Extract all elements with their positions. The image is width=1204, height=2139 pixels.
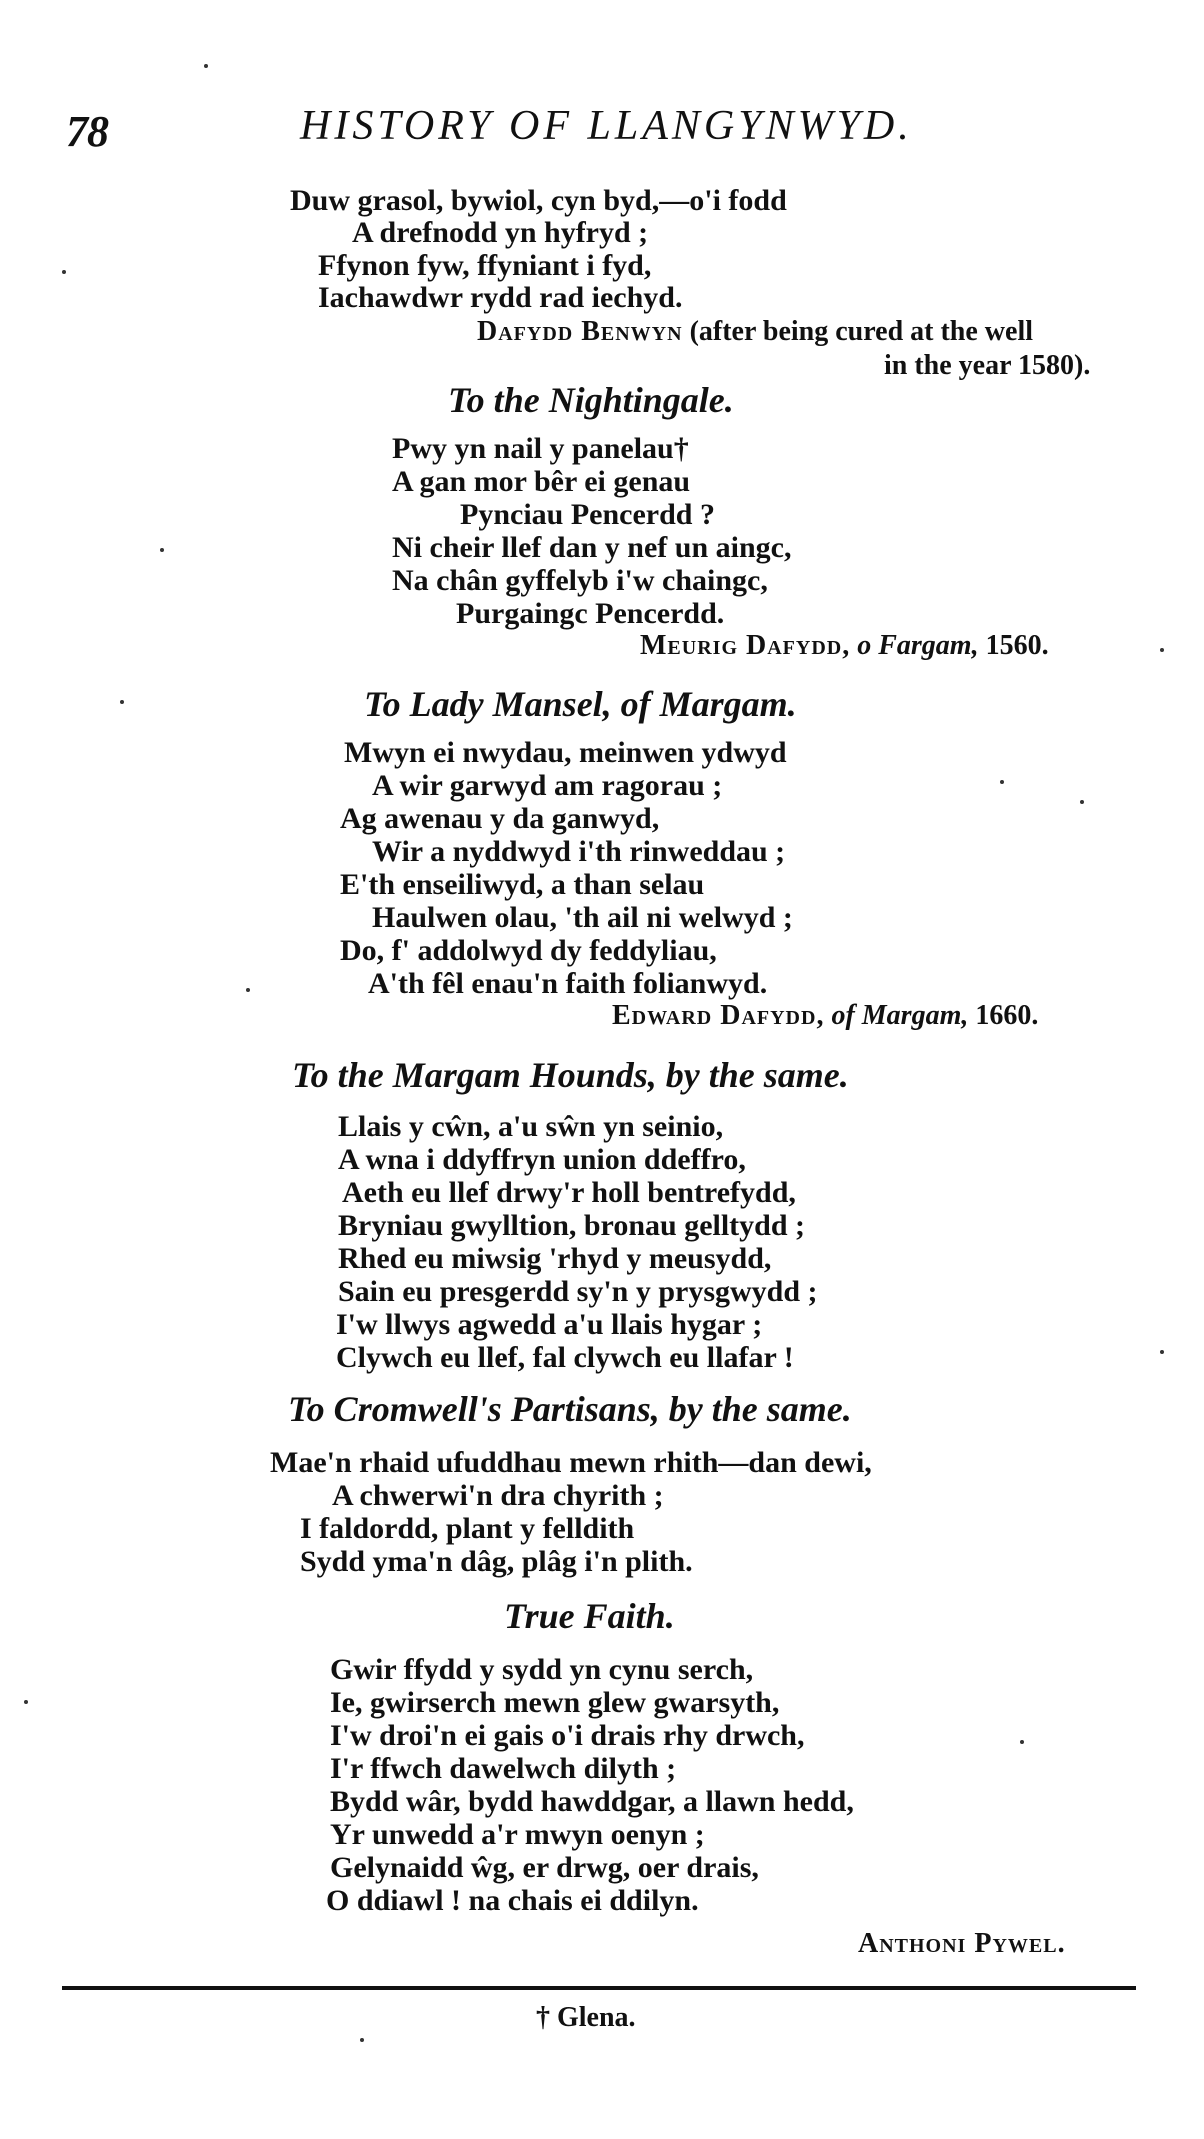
poem-line: Do, f' addolwyd dy feddyliau, xyxy=(340,934,717,967)
poem-line: Bryniau gwylltion, bronau gelltydd ; xyxy=(338,1209,806,1242)
poem-line: A wir garwyd am ragorau ; xyxy=(372,769,723,802)
scan-speck xyxy=(1080,800,1084,804)
poem-line: Ie, gwirserch mewn glew gwarsyth, xyxy=(330,1686,780,1719)
attribution-note-cont: in the year 1580). xyxy=(884,350,1091,381)
poem-line: Ffynon fyw, ffyniant i fyd, xyxy=(318,249,652,282)
poem-attribution xyxy=(640,632,1049,660)
poem-line: O ddiawl ! na chais ei ddilyn. xyxy=(326,1884,699,1917)
footnote-rule xyxy=(62,1986,1136,1990)
scan-speck xyxy=(1160,1350,1164,1354)
author-name: Anthoni Pywel. xyxy=(858,1928,1066,1959)
scan-speck xyxy=(160,548,164,552)
poem-attribution xyxy=(612,1002,1038,1030)
poem-line: Na chân gyffelyb i'w chaingc, xyxy=(392,564,768,597)
scan-speck xyxy=(1160,648,1164,652)
poem-line: Yr unwedd a'r mwyn oenyn ; xyxy=(330,1818,705,1851)
author-place: o Fargam, xyxy=(857,630,979,661)
scan-speck xyxy=(360,2038,364,2042)
poem-attribution xyxy=(477,318,1033,346)
scan-speck xyxy=(246,988,250,992)
scan-speck xyxy=(24,1700,28,1704)
poem-line: I'r ffwch dawelwch dilyth ; xyxy=(330,1752,677,1785)
poem-line: Iachawdwr rydd rad iechyd. xyxy=(318,281,683,314)
author-name: Edward Dafydd, xyxy=(612,1000,825,1031)
scan-speck xyxy=(204,64,208,68)
poem-title: To the Nightingale. xyxy=(448,380,734,420)
poem-line: Ag awenau y da ganwyd, xyxy=(340,802,660,835)
poem-line: Pwy yn nail y panelau† xyxy=(392,432,689,465)
scan-speck xyxy=(1000,780,1004,784)
poem-line: Duw grasol, bywiol, cyn byd,—o'i fodd xyxy=(290,184,787,217)
poem-line: Bydd wâr, bydd hawddgar, a llawn hedd, xyxy=(330,1785,854,1818)
author-name: Dafydd Benwyn xyxy=(477,316,683,347)
poem-title: To Lady Mansel, of Margam. xyxy=(364,684,797,724)
poem-line: Aeth eu llef drwy'r holl bentrefydd, xyxy=(342,1176,796,1209)
author-place: of Margam, xyxy=(831,1000,969,1031)
scan-speck xyxy=(120,700,124,704)
scan-speck xyxy=(1020,1740,1024,1744)
poem-line: Wir a nyddwyd i'th rinweddau ; xyxy=(372,835,786,868)
poem-title: To Cromwell's Partisans, by the same. xyxy=(288,1389,852,1429)
poem-line: Gwir ffydd y sydd yn cynu serch, xyxy=(330,1653,754,1686)
poem-line: A chwerwi'n dra chyrith ; xyxy=(332,1479,664,1512)
poem-line: A wna i ddyffryn union ddeffro, xyxy=(338,1143,746,1176)
poem-line: Llais y cŵn, a'u sŵn yn seinio, xyxy=(338,1110,724,1143)
poem-line: Sydd yma'n dâg, plâg i'n plith. xyxy=(300,1545,693,1578)
poem-line: Mwyn ei nwydau, meinwen ydwyd xyxy=(344,736,787,769)
poem-line: I'w droi'n ei gais o'i drais rhy drwch, xyxy=(330,1719,805,1752)
poem-line: Haulwen olau, 'th ail ni welwyd ; xyxy=(372,901,793,934)
poem-line: Clywch eu llef, fal clywch eu llafar ! xyxy=(336,1341,794,1374)
poem-year: 1560. xyxy=(985,630,1049,661)
poem-year: 1660. xyxy=(975,1000,1039,1031)
running-head: HISTORY OF LLANGYNWYD. xyxy=(300,103,913,149)
poem-line: A drefnodd yn hyfryd ; xyxy=(352,216,649,249)
scan-speck xyxy=(62,270,66,274)
poem-line: Purgaingc Pencerdd. xyxy=(456,597,725,630)
author-name: Meurig Dafydd, xyxy=(640,630,851,661)
poem-line: Sain eu presgerdd sy'n y prysgwydd ; xyxy=(338,1275,818,1308)
poem-line: Gelynaidd ŵg, er drwg, oer drais, xyxy=(330,1851,759,1884)
attribution-note: (after being cured at the well xyxy=(689,316,1034,347)
poem-line: Ni cheir llef dan y nef un aingc, xyxy=(392,531,792,564)
poem-title: True Faith. xyxy=(504,1596,675,1636)
poem-line: Pynciau Pencerdd ? xyxy=(460,498,715,531)
poem-line: Mae'n rhaid ufuddhau mewn rhith—dan dewi, xyxy=(270,1446,872,1479)
poem-title: To the Margam Hounds, by the same. xyxy=(292,1055,849,1095)
poem-line: A'th fêl enau'n faith folianwyd. xyxy=(368,967,768,1000)
poem-line: I'w llwys agwedd a'u llais hygar ; xyxy=(336,1308,763,1341)
poem-line: A gan mor bêr ei genau xyxy=(392,465,691,498)
page-number: 78 xyxy=(66,107,108,156)
poem-line: I faldordd, plant y felldith xyxy=(300,1512,635,1545)
footnote: † Glena. xyxy=(536,2002,636,2033)
poem-line: Rhed eu miwsig 'rhyd y meusydd, xyxy=(338,1242,772,1275)
poem-line: E'th enseiliwyd, a than selau xyxy=(340,868,705,901)
